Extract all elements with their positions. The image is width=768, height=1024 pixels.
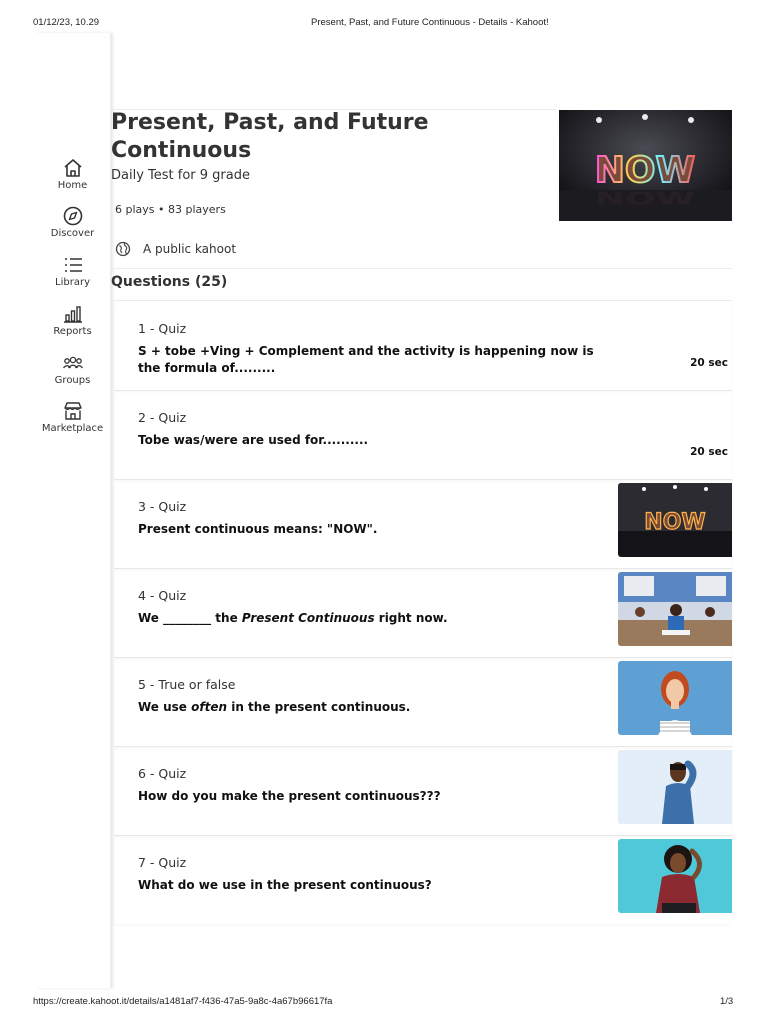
question-text: Tobe was/were are used for..........	[138, 433, 369, 447]
question-text: What do we use in the present continuous?	[138, 878, 432, 892]
question-type: 2 - Quiz	[138, 410, 187, 425]
thumb-now-text: NOW	[644, 510, 706, 535]
svg-text:NOW: NOW	[594, 188, 696, 209]
globe-icon	[115, 241, 131, 257]
kahoot-cover-image	[559, 110, 732, 221]
question-text: S + tobe +Ving + Complement and the activity is happening now is the formula of.........	[138, 344, 594, 375]
question-image	[618, 483, 732, 557]
questions-heading: Questions (25)	[111, 274, 228, 290]
kahoot-description: Daily Test for 9 grade	[111, 168, 250, 183]
question-time-limit: 20 sec	[690, 446, 728, 458]
sidebar-item-home[interactable]	[35, 158, 110, 191]
sidebar-item-marketplace[interactable]	[35, 401, 110, 434]
sidebar-item-reports[interactable]	[35, 304, 110, 337]
people-icon	[62, 353, 84, 373]
question-text: We use often in the present continuous.	[138, 700, 411, 714]
question-text: How do you make the present continuous???	[138, 789, 441, 803]
divider	[111, 300, 732, 301]
sidebar-item-label: Discover	[50, 228, 95, 239]
sidebar-item-label: Marketplace	[41, 423, 104, 434]
compass-icon	[62, 206, 84, 226]
question-image	[618, 661, 732, 735]
print-url: https://create.kahoot.it/details/a1481af7-f436-47a5-9a8c-4a67b96617fa	[33, 996, 333, 1007]
kahoot-title: Present, Past, and Future Continuous	[111, 110, 429, 163]
question-image	[618, 750, 732, 824]
question-card[interactable]	[114, 480, 732, 569]
question-type: 4 - Quiz	[138, 588, 187, 603]
question-time-limit: 20 sec	[690, 357, 728, 369]
question-type: 7 - Quiz	[138, 855, 187, 870]
question-type: 3 - Quiz	[138, 499, 187, 514]
sidebar-item-groups[interactable]	[35, 353, 110, 386]
question-type: 6 - Quiz	[138, 766, 187, 781]
visibility-row	[115, 241, 236, 257]
question-image	[618, 839, 732, 913]
bar-chart-icon	[62, 304, 84, 324]
visibility-label: A public kahoot	[143, 242, 237, 256]
print-page-number: 1/3	[720, 996, 734, 1007]
home-icon	[62, 158, 84, 178]
list-icon	[62, 255, 84, 275]
question-type: 5 - True or false	[138, 677, 236, 692]
question-type: 1 - Quiz	[138, 321, 187, 336]
print-page-title: Present, Past, and Future Continuous - Details - Kahoot!	[311, 17, 549, 28]
question-card[interactable]	[114, 658, 732, 747]
sidebar-item-label: Home	[57, 180, 88, 191]
question-text: We ________ the Present Continuous right now.	[138, 611, 448, 625]
print-datetime: 01/12/23, 10.29	[33, 17, 100, 28]
sidebar-item-label: Groups	[54, 375, 91, 386]
divider	[111, 268, 732, 269]
sidebar-item-label: Reports	[53, 326, 92, 337]
kahoot-stats: 6 plays • 83 players	[115, 203, 226, 216]
cover-now-text: NOW	[594, 150, 696, 191]
sidebar-item-label: Library	[55, 277, 90, 288]
sidebar-item-library[interactable]	[35, 255, 110, 288]
sidebar	[35, 33, 111, 988]
question-card[interactable]	[114, 391, 732, 480]
question-text: Present continuous means: "NOW".	[138, 522, 378, 536]
question-card[interactable]	[114, 302, 732, 391]
question-card[interactable]	[114, 836, 732, 924]
store-icon	[62, 401, 84, 421]
sidebar-item-discover[interactable]	[35, 206, 110, 239]
question-card[interactable]	[114, 569, 732, 658]
question-image	[618, 572, 732, 646]
question-card[interactable]	[114, 747, 732, 836]
